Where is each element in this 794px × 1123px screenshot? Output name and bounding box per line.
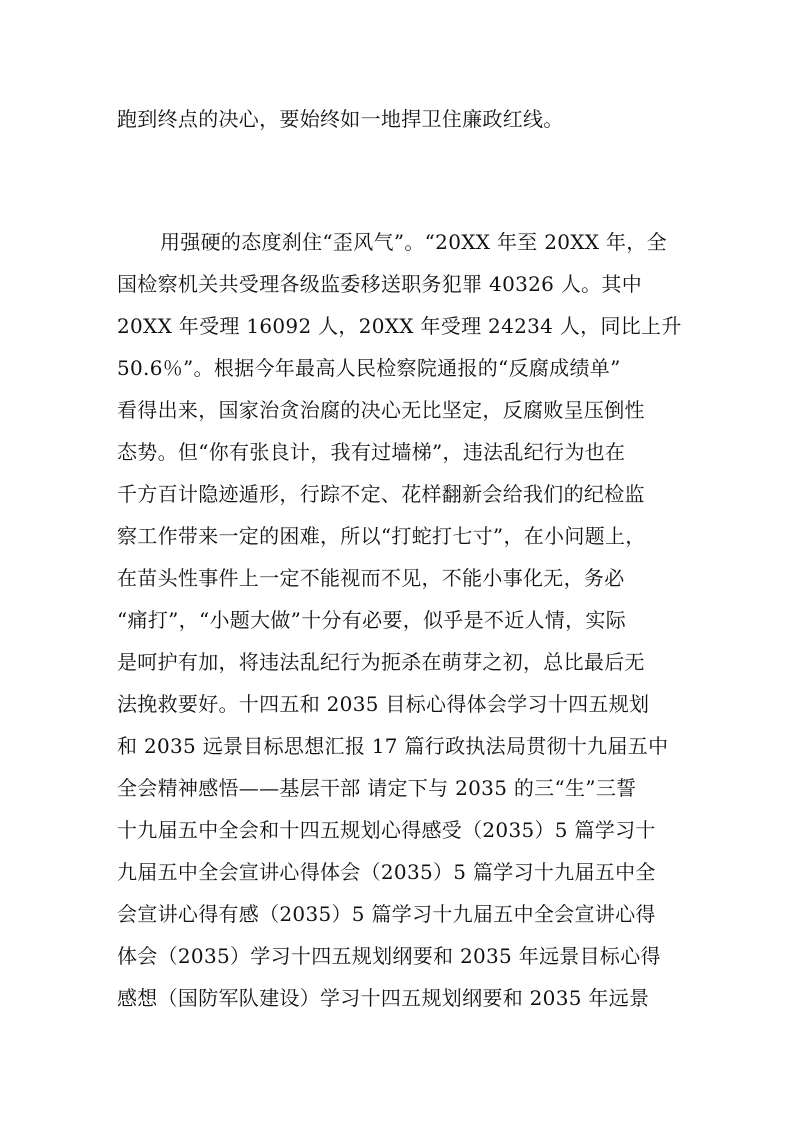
text-line: 感想（国防军队建设）学习十四五规划纲要和 2035 年远景 bbox=[117, 986, 650, 1010]
paragraph-first-line: 用强硬的态度刹住“歪风气”。“20XX 年至 20XX 年，全 bbox=[160, 230, 667, 254]
text-line: 法挽救要好。十四五和 2035 目标心得体会学习十四五规划 bbox=[117, 692, 650, 716]
text-line: “痛打”，“小题大做”十分有必要，似乎是不近人情，实际 bbox=[117, 608, 626, 632]
text-line: 察工作带来一定的困难，所以“打蛇打七寸”，在小问题上， bbox=[117, 524, 646, 548]
text-line: 体会（2035）学习十四五规划纲要和 2035 年远景目标心得 bbox=[117, 944, 661, 968]
text-line: 会宣讲心得有感（2035）5 篇学习十九届五中全会宣讲心得 bbox=[117, 902, 656, 926]
text-line: 全会精神感悟——基层干部 请定下与 2035 的三“生”三誓 bbox=[117, 776, 637, 800]
text-line: 和 2035 远景目标思想汇报 17 篇行政执法局贯彻十九届五中 bbox=[117, 734, 669, 758]
text-line: 20XX 年受理 16092 人，20XX 年受理 24234 人，同比上升 bbox=[117, 314, 682, 338]
text-line: 看得出来，国家治贪治腐的决心无比坚定，反腐败呈压倒性 bbox=[117, 398, 645, 422]
text-line: 千方百计隐迹遁形，行踪不定、花样翻新会给我们的纪检监 bbox=[117, 482, 645, 506]
text-line: 跑到终点的决心，要始终如一地捍卫住廉政红线。 bbox=[117, 107, 564, 131]
text-line: 在苗头性事件上一定不能视而不见，不能小事化无，务必 bbox=[117, 566, 625, 590]
text-line: 态势。但“你有张良计，我有过墙梯”，违法乱纪行为也在 bbox=[117, 440, 626, 464]
text-line: 是呵护有加，将违法乱纪行为扼杀在萌芽之初，总比最后无 bbox=[117, 650, 645, 674]
text-line: 国检察机关共受理各级监委移送职务犯罪 40326 人。其中 bbox=[117, 272, 643, 296]
text-line: 九届五中全会宣讲心得体会（2035）5 篇学习十九届五中全 bbox=[117, 860, 656, 884]
text-line: 50.6％”。根据今年最高人民检察院通报的“反腐成绩单” bbox=[117, 356, 621, 380]
text-line: 十九届五中全会和十四五规划心得感受（2035）5 篇学习十 bbox=[117, 818, 656, 842]
